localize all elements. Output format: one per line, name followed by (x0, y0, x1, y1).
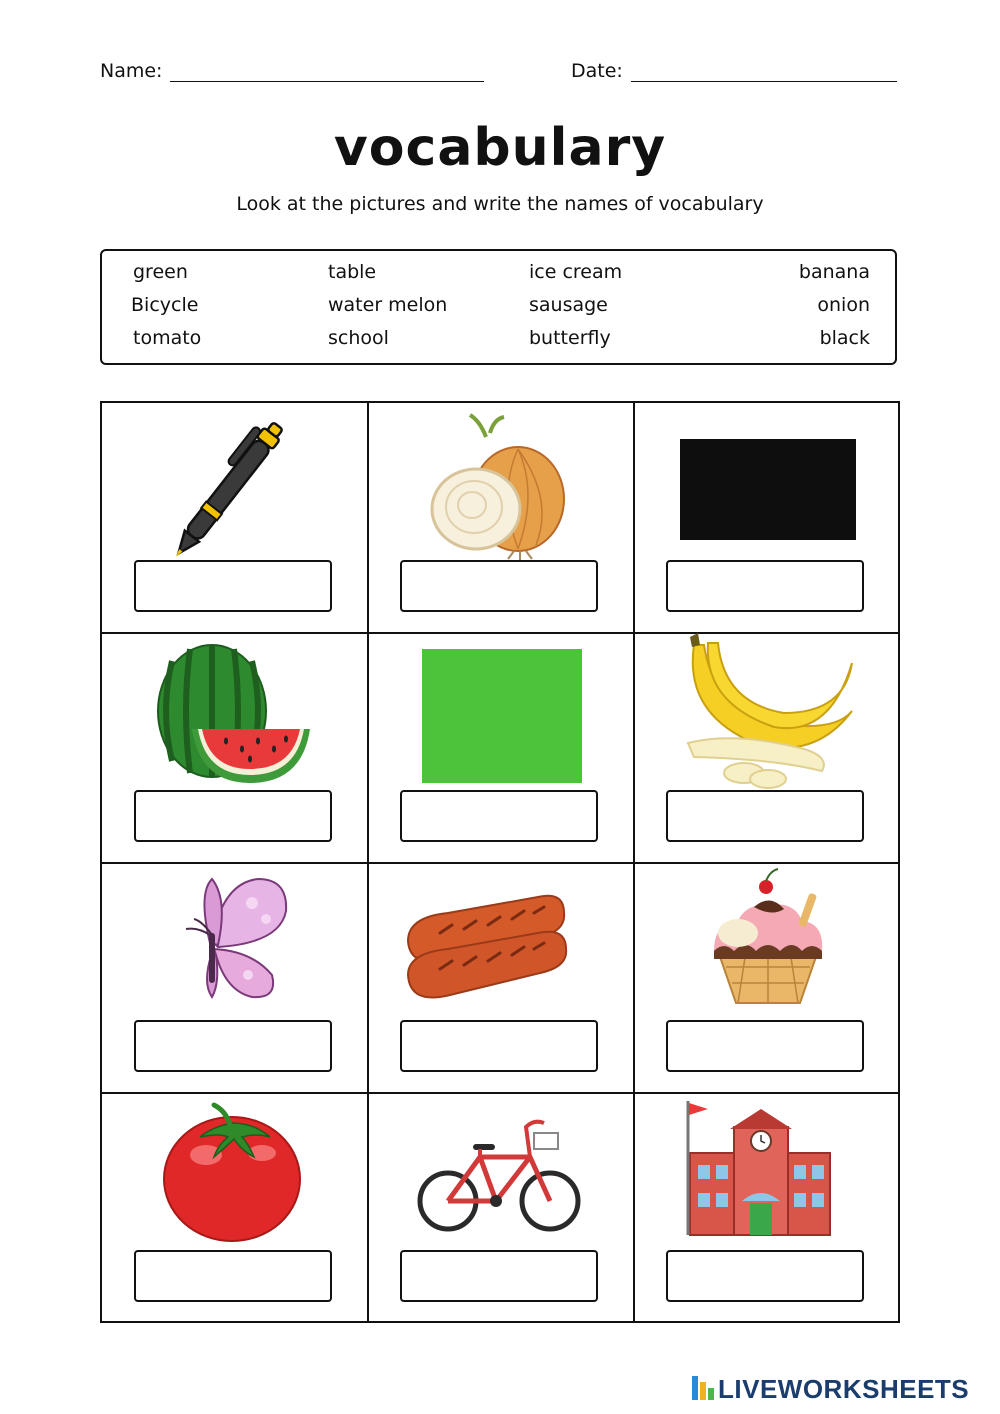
answer-box[interactable] (666, 1020, 864, 1072)
sausage-icon (368, 863, 634, 1023)
word-bank-item: butterfly (529, 327, 611, 349)
word-bank-item: table (328, 261, 377, 283)
word-bank-item: water melon (328, 294, 448, 316)
butterfly-icon (102, 863, 368, 1023)
liveworksheets-brand: LIVEWORKSHEETS (718, 1374, 970, 1404)
word-bank-item: school (328, 327, 389, 349)
date-blank[interactable] (631, 61, 897, 82)
picture-cell (102, 1093, 368, 1323)
answer-box[interactable] (666, 560, 864, 612)
answer-box[interactable] (666, 790, 864, 842)
word-bank-item: green (133, 261, 188, 283)
date-label: Date: (571, 60, 623, 82)
picture-cell (634, 633, 900, 863)
liveworksheets-logo-icon (692, 1376, 714, 1400)
picture-cell (368, 403, 634, 633)
word-bank (100, 249, 897, 365)
answer-box[interactable] (134, 1020, 332, 1072)
word-bank-item: onion (817, 294, 870, 316)
picture-cell (368, 633, 634, 863)
answer-box[interactable] (400, 560, 598, 612)
pen-icon (102, 403, 368, 563)
word-bank-item: black (819, 327, 870, 349)
picture-cell (368, 863, 634, 1093)
word-bank-item: banana (798, 261, 870, 283)
onion-icon (368, 403, 634, 563)
name-field[interactable] (100, 60, 484, 82)
answer-box[interactable] (134, 560, 332, 612)
ice-cream-icon (634, 863, 900, 1023)
picture-cell (634, 1093, 900, 1323)
answer-box[interactable] (134, 790, 332, 842)
picture-cell (102, 863, 368, 1093)
word-bank-item: Bicycle (131, 294, 199, 316)
answer-box[interactable] (666, 1250, 864, 1302)
picture-cell (634, 403, 900, 633)
word-bank-item: sausage (529, 294, 608, 316)
picture-cell (102, 403, 368, 633)
answer-box[interactable] (400, 1020, 598, 1072)
word-bank-item: ice cream (529, 261, 623, 283)
watermelon-icon (102, 633, 368, 793)
name-label: Name: (100, 60, 163, 82)
answer-box[interactable] (400, 1250, 598, 1302)
green-swatch (422, 649, 582, 783)
page-title: vocabulary (333, 118, 667, 178)
word-bank-item: tomato (133, 327, 202, 349)
picture-cell (368, 1093, 634, 1323)
black-square-icon (634, 403, 900, 563)
date-field[interactable] (571, 60, 897, 82)
school-icon (634, 1093, 900, 1253)
picture-cell (634, 863, 900, 1093)
bicycle-icon (368, 1093, 634, 1253)
tomato-icon (102, 1093, 368, 1253)
banana-icon (634, 633, 900, 793)
picture-grid (100, 401, 900, 1323)
black-swatch (680, 439, 856, 540)
answer-box[interactable] (134, 1250, 332, 1302)
green-square-icon (368, 633, 634, 793)
name-blank[interactable] (170, 61, 484, 82)
picture-cell (102, 633, 368, 863)
instruction-text: Look at the pictures and write the names of vocabulary (236, 193, 764, 215)
answer-box[interactable] (400, 790, 598, 842)
